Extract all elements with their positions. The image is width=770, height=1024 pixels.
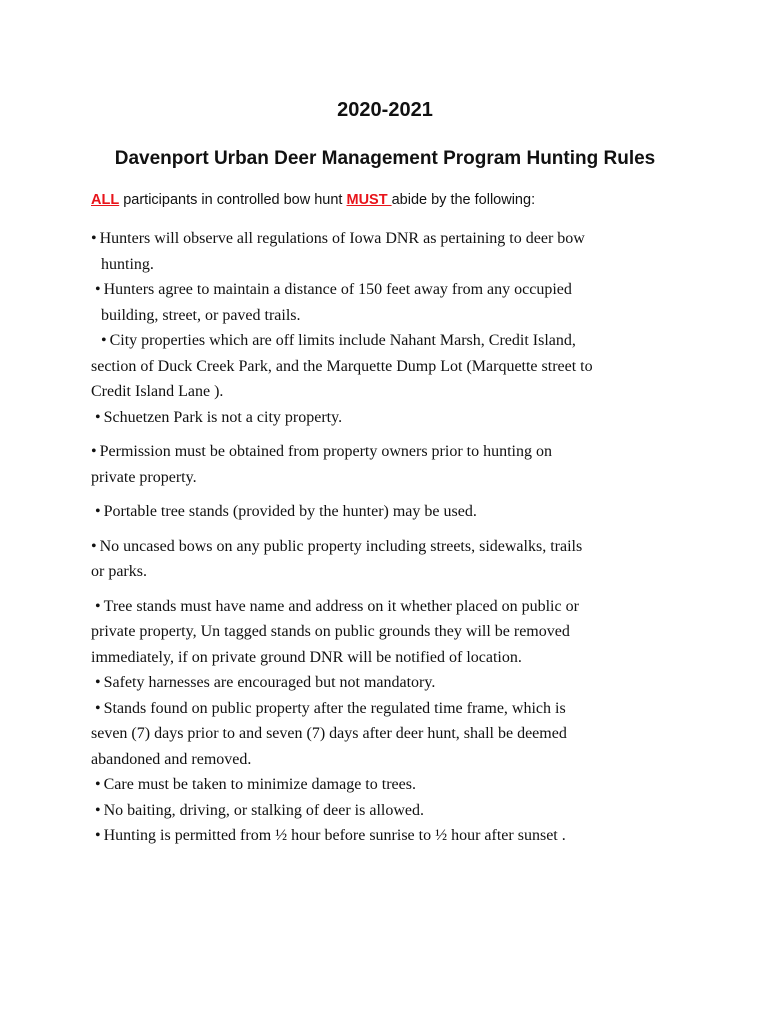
rule-text: Tree stands must have name and address on it whether placed on public or [103, 597, 579, 615]
rule-text: Hunters will observe all regulations of Iowa DNR as pertaining to deer bow [99, 230, 585, 247]
intro-line [91, 189, 731, 211]
rule-text: or parks. [91, 563, 147, 580]
rule-text: Portable tree stands (provided by the hunter) may be used. [103, 503, 477, 520]
rule-item [91, 499, 691, 525]
rule-text: Hunters agree to maintain a distance of 150 feet away from any occupied [103, 281, 572, 298]
rule-text: No uncased bows on any public property including streets, sidewalks, trails [99, 537, 583, 555]
bullet-icon: • [95, 674, 101, 691]
rule-text: Stands found on public property after the regulated time frame, which is [103, 699, 566, 717]
intro-all-emphasis: ALL [91, 192, 120, 208]
rule-item [91, 798, 691, 824]
rule-text: Care must be taken to minimize damage to trees. [103, 776, 416, 793]
rule-item [91, 405, 691, 431]
intro-text-part1: participants in controlled bow hunt [119, 192, 347, 208]
bullet-icon: • [101, 332, 107, 349]
bullet-icon: • [95, 281, 101, 298]
bullet-icon: • [95, 801, 101, 819]
bullet-icon: • [95, 503, 101, 520]
rule-text: Safety harnesses are encouraged but not mandatory. [103, 674, 436, 691]
rule-item [91, 226, 691, 277]
rule-text: section of Duck Creek Park, and the Marquette Dump Lot (Marquette street to [91, 357, 593, 375]
bullet-icon: • [91, 230, 97, 247]
bullet-icon: • [95, 776, 101, 793]
rule-text: Permission must be obtained from property owners prior to hunting on [99, 443, 552, 460]
rule-text: building, street, or paved trails. [101, 306, 301, 324]
rule-item [91, 534, 691, 585]
rule-text: immediately, if on private ground DNR will be notified of location. [91, 648, 522, 666]
rule-text: seven (7) days prior to and seven (7) days after deer hunt, shall be deemed [91, 725, 567, 742]
rule-text: Schuetzen Park is not a city property. [103, 408, 343, 426]
rule-item [91, 439, 691, 490]
rule-item [91, 594, 691, 671]
document-title: Davenport Urban Deer Management Program Hunting Rules [114, 148, 656, 169]
rule-text: private property. [91, 468, 197, 486]
rule-text: City properties which are off limits include Nahant Marsh, Credit Island, [109, 332, 576, 349]
bullet-icon: • [95, 827, 101, 844]
rule-item [91, 670, 691, 696]
rule-item [91, 277, 691, 328]
document-year: 2020-2021 [337, 99, 433, 121]
intro-must-emphasis: MUST [346, 192, 392, 208]
intro-text-part2: abide by the following: [391, 192, 536, 208]
rule-text: abandoned and removed. [91, 750, 252, 768]
bullet-icon: • [91, 443, 97, 460]
rule-item [91, 772, 691, 798]
rule-text: Hunting is permitted from ½ hour before sunrise to ½ hour after sunset . [103, 827, 566, 844]
rule-text: No baiting, driving, or stalking of deer is allowed. [103, 801, 424, 819]
bullet-icon: • [95, 699, 101, 717]
rules-list [91, 226, 691, 849]
rule-item [91, 823, 691, 849]
bullet-icon: • [91, 537, 97, 555]
rule-item [91, 328, 691, 405]
bullet-icon: • [95, 597, 101, 615]
rule-text: Credit Island Lane ). [91, 383, 224, 400]
rule-item [91, 696, 691, 773]
bullet-icon: • [95, 408, 101, 426]
rule-text: private property, Un tagged stands on public grounds they will be removed [91, 623, 570, 640]
rule-text: hunting. [101, 255, 154, 273]
